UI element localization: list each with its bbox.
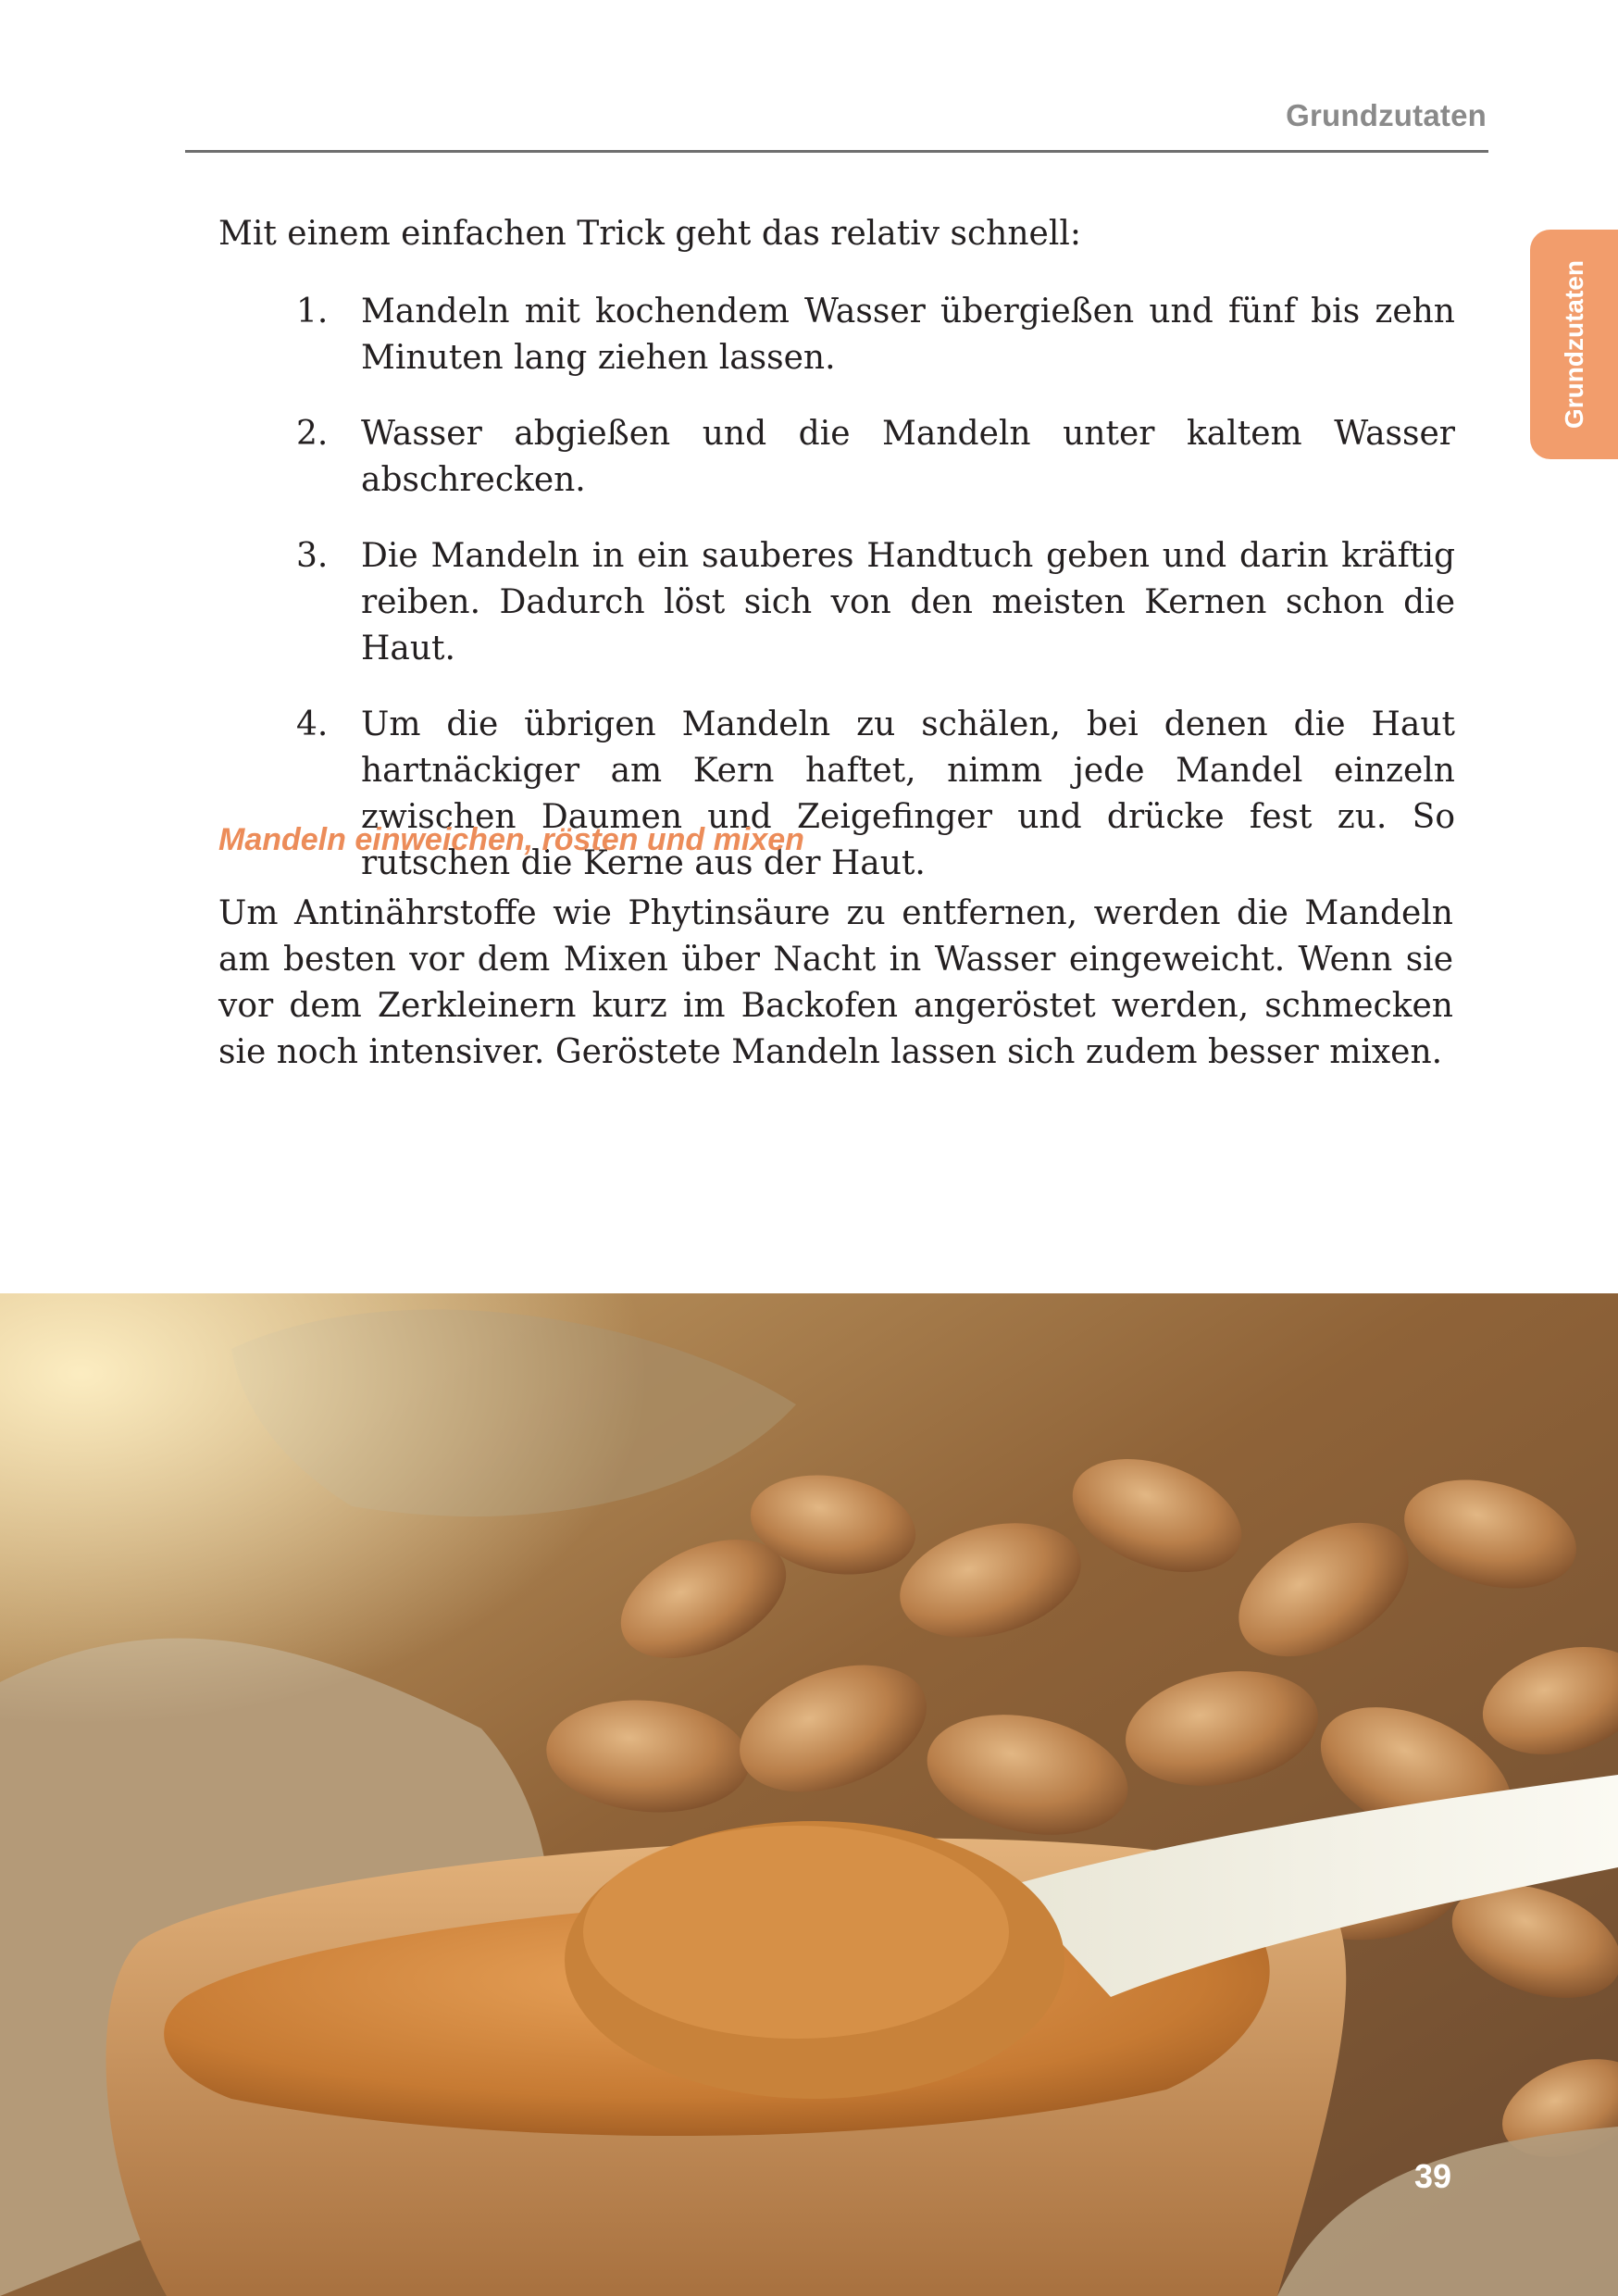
list-item <box>218 289 1455 381</box>
section-paragraph: Um Antinährstoffe wie Phytinsäure zu entfernen, werden die Mandeln am besten vor dem Mixen über Nacht in Wasser eingeweicht. Wenn sie vor dem Zerkleinern kurz im Backofen angeröstet werden, schmecken sie noch intensiver. Geröstete Mandeln lassen sich zudem besser mixen. <box>218 894 1453 1071</box>
section-heading: Mandeln einweichen, rösten und mixen <box>218 822 804 857</box>
step-text: Um die übrigen Mandeln zu schälen, bei denen die Haut hartnäckiger am Kern haftet, nimm jede Mandel einzeln zwischen Daumen und Zeigefinger und drücke fest zu. So rutschen die Kerne aus der Haut. <box>361 705 1455 882</box>
step-text: Die Mandeln in ein sauberes Handtuch geben und darin kräftig reiben. Dadurch löst sich von den meisten Kernen schon die Haut. <box>361 537 1455 668</box>
list-item <box>218 702 1455 887</box>
step-number: 1. <box>296 293 329 331</box>
step-text: Mandeln mit kochendem Wasser übergießen und fünf bis zehn Minuten lang ziehen lassen. <box>361 293 1455 377</box>
list-item <box>218 533 1455 672</box>
running-head-title: Grundzutaten <box>1286 98 1487 132</box>
header-rule <box>185 150 1488 153</box>
step-number: 4. <box>296 705 329 743</box>
chapter-side-tab <box>1530 230 1618 459</box>
chapter-side-tab-label: Grundzutaten <box>1559 260 1588 429</box>
step-number: 2. <box>296 415 329 453</box>
page-number: 39 <box>1413 2157 1452 2195</box>
step-number: 3. <box>296 537 329 575</box>
step-text: Wasser abgießen und die Mandeln unter kaltem Wasser abschrecken. <box>361 415 1455 499</box>
list-item <box>218 411 1455 504</box>
almond-butter-photo <box>0 1293 1618 2296</box>
intro-sentence: Mit einem einfachen Trick geht das relativ schnell: <box>218 215 1081 253</box>
